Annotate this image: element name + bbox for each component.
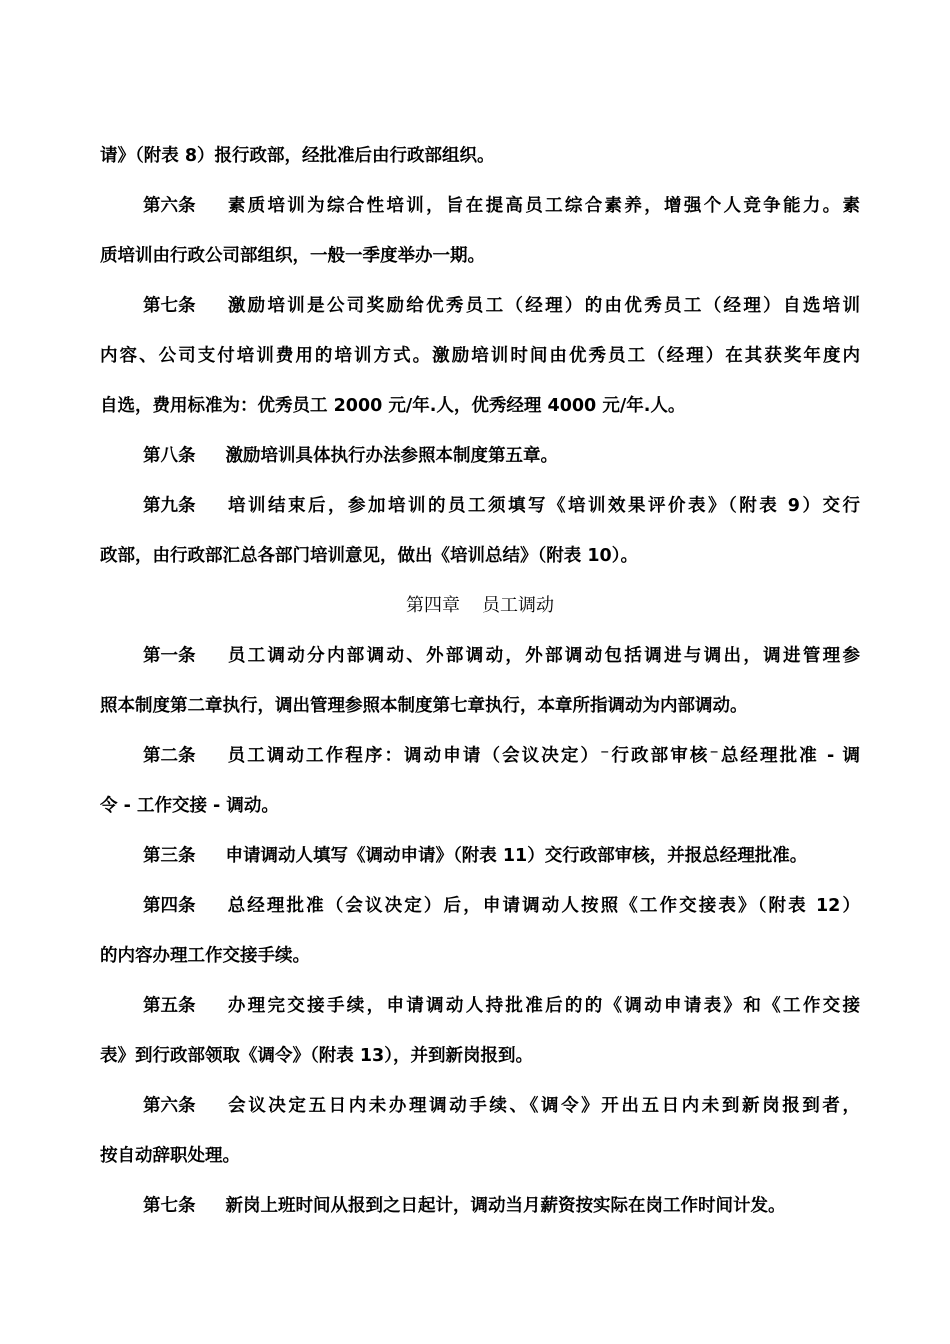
article-number: 第四条	[143, 896, 196, 916]
text-line	[100, 981, 860, 1031]
article-3-transfer	[100, 831, 860, 881]
article-number: 第七条	[143, 1196, 196, 1216]
text-line	[100, 881, 860, 931]
paragraph-continuation	[100, 131, 860, 181]
document-page	[100, 131, 860, 1231]
article-9-training	[100, 481, 860, 581]
article-number: 第六条	[143, 196, 196, 216]
text-line: 的内容办理工作交接手续。	[100, 946, 310, 966]
text-line: 请》（附表 8）报行政部，经批准后由行政部组织。	[100, 146, 495, 166]
article-text: 总经理批准（会议决定）后，申请调动人按照《工作交接表》（附表 12）	[225, 896, 860, 916]
text-line: 自选，费用标准为：优秀员工 2000 元/年.人，优秀经理 4000 元/年.人。	[100, 396, 686, 416]
article-7-transfer	[100, 1181, 860, 1231]
text-line: 内容、公司支付培训费用的培训方式。激励培训时间由优秀员工（经理）在其获奖年度内	[100, 346, 860, 366]
text-line	[100, 181, 860, 231]
text-line	[100, 831, 860, 881]
article-number: 第八条	[143, 446, 196, 466]
chapter-title: 员工调动	[482, 595, 554, 616]
text-line	[100, 481, 860, 531]
chapter-heading	[100, 581, 860, 631]
article-1-transfer	[100, 631, 860, 731]
article-number: 第一条	[143, 646, 196, 666]
article-5-transfer	[100, 981, 860, 1081]
article-number: 第七条	[143, 296, 196, 316]
article-7-training	[100, 281, 860, 431]
article-6-training	[100, 181, 860, 281]
text-line: 质培训由行政公司部组织，一般一季度举办一期。	[100, 246, 485, 266]
text-line: 照本制度第二章执行，调出管理参照本制度第七章执行，本章所指调动为内部调动。	[100, 696, 748, 716]
text-line	[100, 631, 860, 681]
article-text: 员工调动工作程序：调动申请（会议决定）⁻行政部审核⁻总经理批准 - 调	[225, 746, 860, 766]
chapter-number: 第四章	[406, 595, 460, 616]
article-number: 第五条	[143, 996, 196, 1016]
article-text: 员工调动分内部调动、外部调动，外部调动包括调进与调出，调进管理参	[225, 646, 860, 666]
article-text: 会议决定五日内未办理调动手续、《调令》开出五日内未到新岗报到者，	[225, 1096, 860, 1116]
text-line: 按自动辞职处理。	[100, 1146, 240, 1166]
article-2-transfer	[100, 731, 860, 831]
article-number: 第六条	[143, 1096, 196, 1116]
text-line	[100, 1081, 860, 1131]
article-number: 第九条	[143, 496, 196, 516]
text-line	[100, 731, 860, 781]
article-text: 激励培训是公司奖励给优秀员工（经理）的由优秀员工（经理）自选培训	[225, 296, 860, 316]
article-text: 激励培训具体执行办法参照本制度第五章。	[225, 446, 558, 466]
text-line: 令 - 工作交接 - 调动。	[100, 796, 279, 816]
text-line	[100, 1181, 860, 1231]
article-text: 新岗上班时间从报到之日起计，调动当月薪资按实际在岗工作时间计发。	[225, 1196, 786, 1216]
article-number: 第二条	[143, 746, 196, 766]
text-line: 政部，由行政部汇总各部门培训意见，做出《培训总结》（附表 10）。	[100, 546, 638, 566]
article-4-transfer	[100, 881, 860, 981]
article-text: 素质培训为综合性培训，旨在提高员工综合素养，增强个人竞争能力。素	[225, 196, 860, 216]
article-text: 培训结束后，参加培训的员工须填写《培训效果评价表》（附表 9）交行	[225, 496, 860, 516]
article-8-training	[100, 431, 860, 481]
text-line	[100, 431, 860, 481]
text-line	[100, 281, 860, 331]
article-number: 第三条	[143, 846, 196, 866]
article-6-transfer	[100, 1081, 860, 1181]
article-text: 办理完交接手续，申请调动人持批准后的的《调动申请表》和《工作交接	[225, 996, 860, 1016]
article-text: 申请调动人填写《调动申请》（附表 11）交行政部审核，并报总经理批准。	[225, 846, 808, 866]
text-line: 表》到行政部领取《调令》（附表 13），并到新岗报到。	[100, 1046, 533, 1066]
